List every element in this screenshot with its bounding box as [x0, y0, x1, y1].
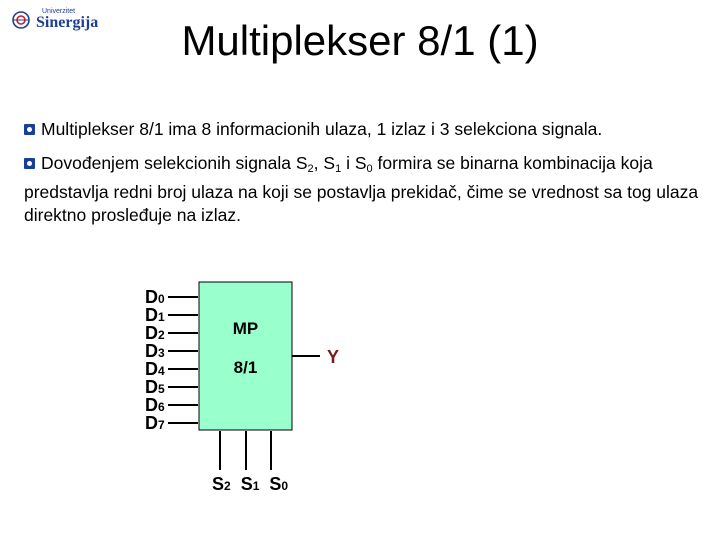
- multiplexer-block: [199, 282, 292, 430]
- block-label: MP: [232, 319, 259, 338]
- input-label-d2: D2: [145, 323, 165, 343]
- logo-text-university: Univerzitet: [42, 8, 76, 15]
- block-ratio: 8/1: [233, 358, 258, 377]
- select-label-s2: S2: [212, 474, 231, 494]
- input-label-d3: D3: [145, 341, 165, 361]
- select-labels: [212, 474, 298, 495]
- output-label: Y: [327, 347, 340, 367]
- input-label-d0: D0: [145, 287, 165, 307]
- bullet-text-2d: formira se binarna kombinacija koja predstavlja redni broj ulaza na koji se postavlja prekidač, čime se vrednost sa tog ulaza direktno prosleđuje na izlaz.: [24, 153, 699, 225]
- bullet-sub-s0: 0: [366, 163, 373, 175]
- logo-text-name: Sinergija: [36, 14, 99, 31]
- input-label-d5: D5: [145, 377, 165, 397]
- bullet-text-2b: , S: [313, 153, 336, 173]
- input-lines: [168, 297, 198, 423]
- input-label-d1: D1: [145, 305, 165, 325]
- select-label-s1: S1: [240, 474, 260, 494]
- bullet-text-2a: Dovođenjem selekcionih signala S: [41, 153, 308, 173]
- select-lines: [220, 431, 271, 470]
- bullet-sub-s1: 1: [335, 163, 342, 175]
- input-label-d6: D6: [145, 395, 165, 415]
- input-label-d7: D7: [145, 413, 165, 433]
- bullet-sub-s2: 2: [307, 163, 314, 175]
- bullet-text-2c: i S: [341, 153, 367, 173]
- select-label-s0: S0: [269, 474, 289, 494]
- bullet-text-1: Multiplekser 8/1 ima 8 informacionih ulaza, 1 izlaz i 3 selekciona signala.: [41, 119, 603, 139]
- input-label-d4: D4: [145, 359, 165, 379]
- slide-title: Multiplekser 8/1 (1): [181, 17, 539, 64]
